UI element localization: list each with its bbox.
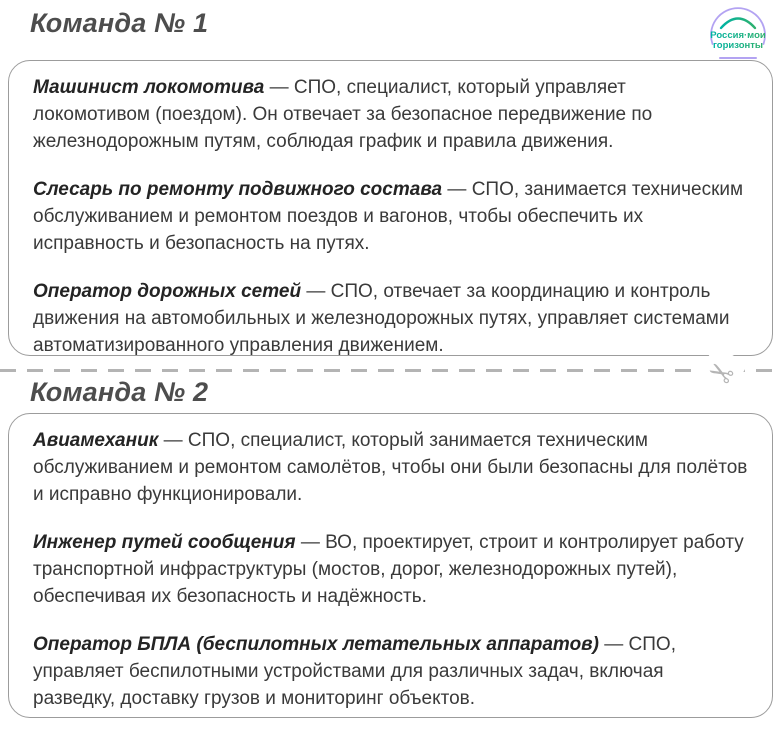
dash-separator: — xyxy=(598,634,629,655)
dash-separator: — xyxy=(442,179,472,200)
profession-entry-slesar xyxy=(33,176,748,257)
profession-term: Авиамеханик xyxy=(33,430,159,451)
logo-arc-icon xyxy=(721,19,755,29)
logo-text-line2: горизонты xyxy=(712,40,764,51)
profession-entry-inzhener-putey xyxy=(33,529,748,610)
profession-description: СПО, управляет беспилотными устройствами для различных задач, включая разведку, доставку грузов и мониторинг объектов. xyxy=(33,634,676,709)
team-1-title: Команда № 1 xyxy=(30,8,209,38)
profession-description: СПО, специалист, который занимается техническим обслуживанием и ремонтом самолётов, чтобы они были безопасны для полётов и исправно функционировали. xyxy=(33,430,748,505)
team-2-card xyxy=(8,413,773,718)
team-2-title: Команда № 2 xyxy=(30,377,209,407)
dash-separator: — xyxy=(295,532,326,553)
profession-term: Машинист локомотива xyxy=(33,77,265,98)
dash-separator: — xyxy=(264,77,294,98)
profession-term: Слесарь по ремонту подвижного состава xyxy=(33,179,443,200)
profession-term: Инженер путей сообщения xyxy=(33,532,296,553)
profession-description: СПО, занимается техническим обслуживанием и ремонтом поездов и вагонов, чтобы обеспечить их исправность и безопасность на путях. xyxy=(33,179,744,254)
team-1-card xyxy=(8,60,773,356)
profession-term: Оператор дорожных сетей xyxy=(33,281,302,302)
scissors-icon: ✂ xyxy=(696,345,748,397)
profession-term: Оператор БПЛА (беспилотных летательных аппаратов) xyxy=(33,634,599,655)
profession-entry-aviamekhanik xyxy=(33,427,748,508)
dash-separator: — xyxy=(158,430,188,451)
logo-text-line1: Россия·мои xyxy=(710,30,766,41)
profession-entry-operator-dorozhnykh-setey xyxy=(33,278,748,359)
dash-separator: — xyxy=(301,281,331,302)
profession-description: СПО, отвечает за координацию и контроль движения на автомобильных и железнодорожных путях, управляет системами автоматизированного управления движением. xyxy=(33,281,730,356)
profession-entry-operator-bpla xyxy=(33,631,748,712)
profession-description: СПО, специалист, который управляет локомотивом (поездом). Он отвечает за безопасное передвижение по железнодорожным путям, соблюдая график и правила движения. xyxy=(33,77,653,152)
profession-description: ВО, проектирует, строит и контролирует работу транспортной инфраструктуры (мостов, дорог, железнодорожных путей), обеспечивая их безопасность и надёжность. xyxy=(33,532,744,607)
profession-entry-machinist xyxy=(33,74,748,155)
